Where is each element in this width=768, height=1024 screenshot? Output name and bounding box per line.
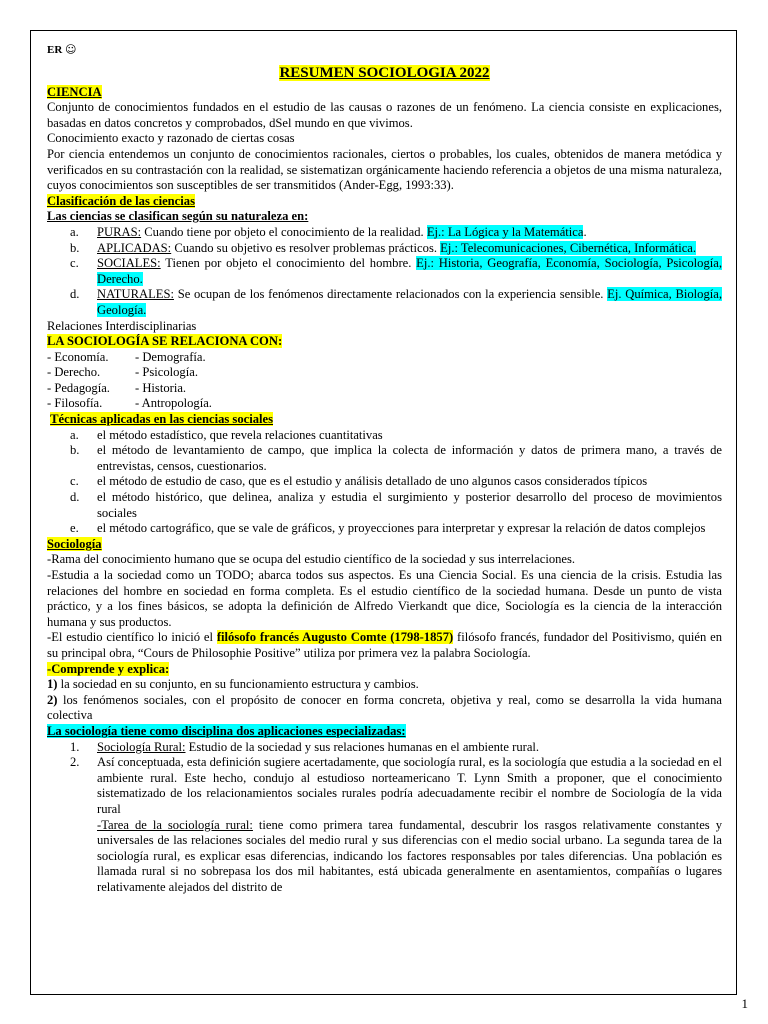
list-item: a. el método estadístico, que revela relaciones cuantitativas — [70, 427, 383, 442]
section-heading-relaciones: Relaciones Interdisciplinarias — [47, 318, 197, 333]
relacion-item: - Pedagogía. — [47, 380, 110, 395]
list-item: 2. Así conceptuada, esta definición sugiere acertadamente, que sociología rural, es la sociología que estudia a la sociedad en el ambiente rural. Este hecho, condujo al estudioso norteamericano T. Lynn Smith a proponer, que el conocimiento sistematizado de los relacionamientos sociales rurales podría adecuadamente recibir el nombre de Sociología de la vida rural — [70, 755, 722, 816]
paragraph: -Rama del conocimiento humano que se ocupa del estudio científico de la sociedad y sus interrelaciones. — [47, 552, 576, 567]
list-item: c. SOCIALES: Tienen por objeto el conocimiento del hombre. Ej.: Historia, Geografía, Economía, Sociología, Psicología, Derecho. — [70, 256, 722, 286]
list-item: a. PURAS: Cuando tiene por objeto el conocimiento de la realidad. Ej.: La Lógica y la Matemática. — [70, 224, 587, 239]
section-heading-comprende: -Comprende y explica: — [47, 661, 170, 676]
section-heading-sociologia: Sociología — [47, 536, 102, 551]
paragraph: 2) los fenómenos sociales, con el propósito de conocer en forma concreta, objetiva y real, como se desarrolla la vida humana colectiva — [47, 692, 722, 723]
section-heading-disciplina: La sociología tiene como disciplina dos aplicaciones especializadas: — [47, 723, 406, 738]
paragraph: -Estudia a la sociedad como un TODO; abarca todos sus aspectos. Es una Ciencia Social. Es una ciencia de la crisis. Estudia las relaciones del hombre en sociedad en forma completa. Es el estudio científico de la sociedad humana. Desde un punto de vista práctico, y a los fines básicos, se adopta la definición de Alfredo Vierkandt que dice, Sociología es la ciencia de la interacción humana y sus productos. — [47, 568, 722, 629]
document-page — [47, 42, 722, 895]
section-heading-clasificacion: Clasificación de las ciencias — [47, 193, 195, 208]
relaciones-grid — [47, 350, 722, 412]
relacion-item: - Filosofía. — [47, 396, 103, 411]
list-item: 1. Sociología Rural: Estudio de la sociedad y sus relaciones humanas en el ambiente rural. — [70, 739, 540, 754]
paragraph: Conocimiento exacto y razonado de ciertas cosas — [47, 131, 295, 146]
section-heading-tecnicas: Técnicas aplicadas en las ciencias sociales — [50, 412, 273, 427]
relacion-item: - Demografía. — [135, 349, 206, 364]
document-title: RESUMEN SOCIOLOGIA 2022 — [279, 64, 490, 81]
relacion-item: - Derecho. — [47, 365, 101, 380]
page-number: 1 — [741, 996, 748, 1011]
relacion-item: - Psicología. — [135, 365, 198, 380]
author-initials: ER — [47, 44, 63, 56]
list-item: -Tarea de la sociología rural: tiene como primera tarea fundamental, descubrir los rasgos relativamente constantes y universales de las relaciones sociales del medio rural y sus diferencias con el medio social urbano. La segunda tarea de la sociología rural, es explicar esas diferencias, indicando los factores responsables por tales diferencias. Una población es llamada rural si no sobrepasa los dos mil habitantes, está ubicada generalmente en asentamientos, compañías o lugares relativamente alejados del distrito de — [97, 817, 722, 894]
paragraph: Por ciencia entendemos un conjunto de conocimientos racionales, ciertos o probables, los cuales, obtenidos de manera metódica y verificados en su contrastación con la realidad, se sistematizan orgánicamente haciendo referencia a objetos de una misma naturaleza, cuyos conocimientos son susceptibles de ser transmitidos (Ander-Egg, 1993:33). — [47, 146, 722, 193]
subheading-clasificacion: Las ciencias se clasifican según su naturaleza en: — [47, 209, 309, 224]
list-item: e. el método cartográfico, que se vale de gráficos, y proyecciones para interpretar y expresar la relación de datos complejos — [70, 521, 706, 536]
list-item: c. el método de estudio de caso, que es el estudio y análisis detallado de uno algunos casos considerados típicos — [70, 474, 648, 489]
tecnicas-list — [47, 428, 722, 537]
relacion-item: - Historia. — [135, 380, 187, 395]
section-heading-ciencia: CIENCIA — [47, 84, 102, 99]
list-item: b. APLICADAS: Cuando su objetivo es resolver problemas prácticos. Ej.: Telecomunicaciones, Cibernética, Informática. — [70, 240, 697, 255]
header-initials-line — [47, 42, 722, 59]
paragraph: -El estudio científico lo inició el filósofo francés Augusto Comte (1798-1857) filósofo francés, fundador del Positivismo, quién en su principal obra, “Cours de Philosophie Positive” utiliza por primera vez la palabra Sociología. — [47, 630, 722, 660]
paragraph: Conjunto de conocimientos fundados en el estudio de las causas o razones de un fenómeno. La ciencia consiste en explicaciones, basadas en datos concretos y comprobados, dSel mundo en que vivimos. — [47, 100, 722, 130]
list-item: d. NATURALES: Se ocupan de los fenómenos directamente relacionados con la experiencia sensible. Ej. Química, Biología, Geología. — [70, 287, 722, 317]
clasificacion-list — [47, 225, 722, 319]
relacion-item: - Economía. — [47, 349, 109, 364]
list-item: b. el método de levantamiento de campo, que implica la colecta de información y datos de primera mano, a través de entrevistas, censos, cuestionarios. — [70, 443, 722, 473]
paragraph: 1) la sociedad en su conjunto, en su funcionamiento estructura y cambios. — [47, 677, 419, 692]
subheading-relaciones: LA SOCIOLOGÍA SE RELACIONA CON: — [47, 334, 283, 349]
relacion-item: - Antropología. — [135, 396, 212, 411]
disciplina-list — [47, 740, 722, 896]
smiley-icon: ☺ — [65, 43, 77, 56]
list-item: d. el método histórico, que delinea, analiza y estudia el surgimiento y posterior desarrollo del proceso de movimientos sociales — [70, 490, 722, 520]
